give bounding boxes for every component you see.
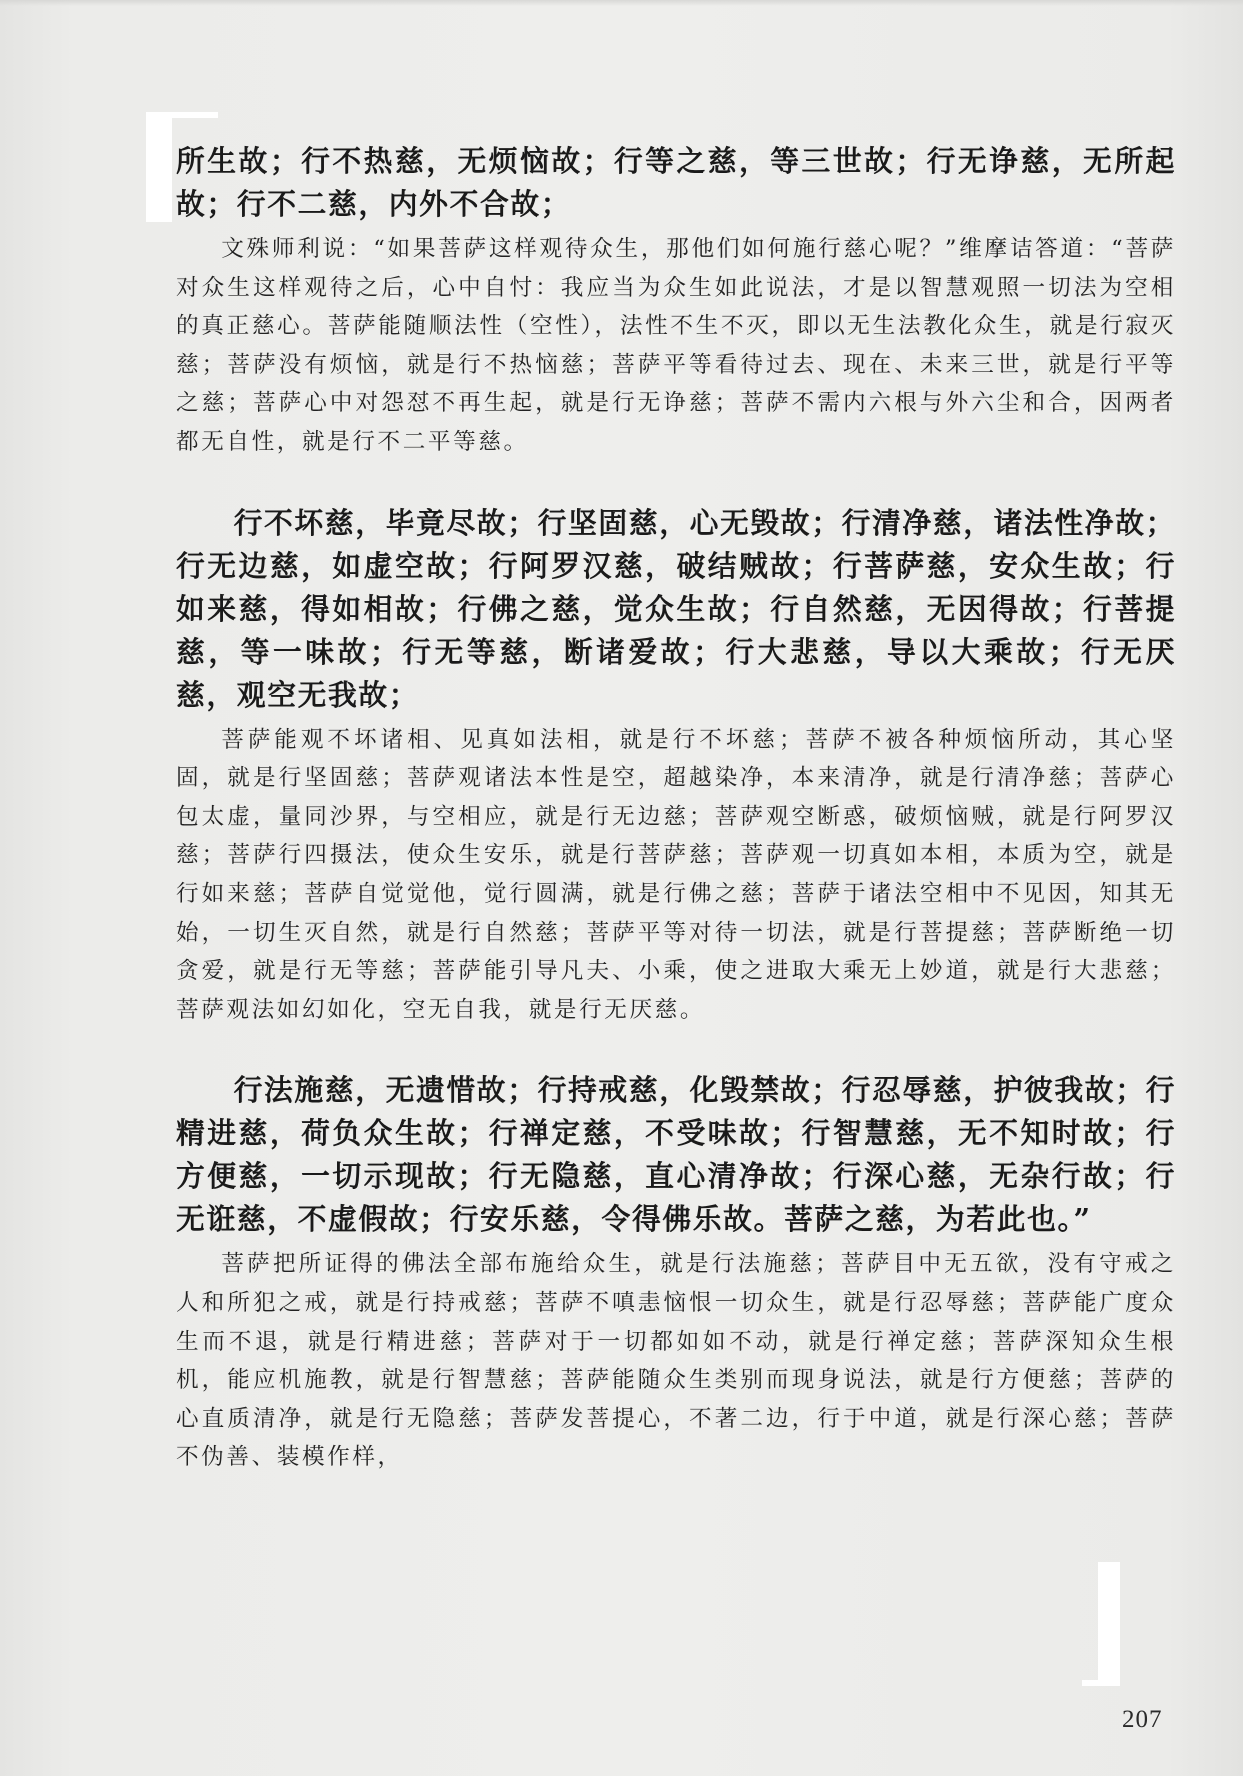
sutra-passage-1: 所生故；行不热慈，无烦恼故；行等之慈，等三世故；行无诤慈，无所起故；行不二慈，内外不合故；: [176, 144, 1176, 221]
corner-bracket-bottom-right: [1082, 1562, 1120, 1686]
page-content: [176, 140, 1176, 1477]
page-number: 207: [1122, 1706, 1163, 1733]
sutra-passage-2: 行不坏慈，毕竟尽故；行坚固慈，心无毁故；行清净慈，诸法性净故；行无边慈，如虚空故；行阿罗汉慈，破结贼故；行菩萨慈，安众生故；行如来慈，得如相故；行佛之慈，觉众生故；行自然慈，无因得故；行菩提慈，等一味故；行无等慈，断诸爱故；行大悲慈，导以大乘故；行无厌慈，观空无我故；: [176, 505, 1176, 712]
commentary-passage-2: 菩萨能观不坏诸相、见真如法相，就是行不坏慈；菩萨不被各种烦恼所动，其心坚固，就是行坚固慈；菩萨观诸法本性是空，超越染净，本来清净，就是行清净慈；菩萨心包太虚，量同沙界，与空相应，就是行无边慈；菩萨观空断惑，破烦恼贼，就是行阿罗汉慈；菩萨行四摄法，使众生安乐，就是行菩萨慈；菩萨观一切真如本相，本质为空，就是行如来慈；菩萨自觉觉他，觉行圆满，就是行佛之慈；菩萨于诸法空相中不见因，知其无始，一切生灭自然，就是行自然慈；菩萨平等对待一切法，就是行菩提慈；菩萨断绝一切贪爱，就是行无等慈；菩萨能引导凡夫、小乘，使之进取大乘无上妙道，就是行大悲慈；菩萨观法如幻如化，空无自我，就是行无厌慈。: [176, 726, 1176, 1023]
sutra-passage-3: 行法施慈，无遗惜故；行持戒慈，化毁禁故；行忍辱慈，护彼我故；行精进慈，荷负众生故；行禅定慈，不受味故；行智慧慈，无不知时故；行方便慈，一切示现故；行无隐慈，直心清净故；行深心慈，无杂行故；行无诳慈，不虚假故；行安乐慈，令得佛乐故。菩萨之慈，为若此也。”: [176, 1073, 1176, 1237]
commentary-passage-1: 文殊师利说：“如果菩萨这样观待众生，那他们如何施行慈心呢？”维摩诘答道：“菩萨对众生这样观待之后，心中自忖：我应当为众生如此说法，才是以智慧观照一切法为空相的真正慈心。菩萨能随顺法性（空性），法性不生不灭，即以无生法教化众生，就是行寂灭慈；菩萨没有烦恼，就是行不热恼慈；菩萨平等看待过去、现在、未来三世，就是行平等之慈；菩萨心中对怨怼不再生起，就是行无诤慈；菩萨不需内六根与外六尘和合，因两者都无自性，就是行不二平等慈。: [176, 236, 1176, 455]
scan-edge: [0, 0, 1243, 6]
commentary-passage-3: 菩萨把所证得的佛法全部布施给众生，就是行法施慈；菩萨目中无五欲，没有守戒之人和所犯之戒，就是行持戒慈；菩萨不嗔恚恼恨一切众生，就是行忍辱慈；菩萨能广度众生而不退，就是行精进慈；菩萨对于一切都如如不动，就是行禅定慈；菩萨深知众生根机，能应机施教，就是行智慧慈；菩萨能随众生类别而现身说法，就是行方便慈；菩萨的心直质清净，就是行无隐慈；菩萨发菩提心，不著二边，行于中道，就是行深心慈；菩萨不伪善、装模作样，: [176, 1251, 1176, 1471]
